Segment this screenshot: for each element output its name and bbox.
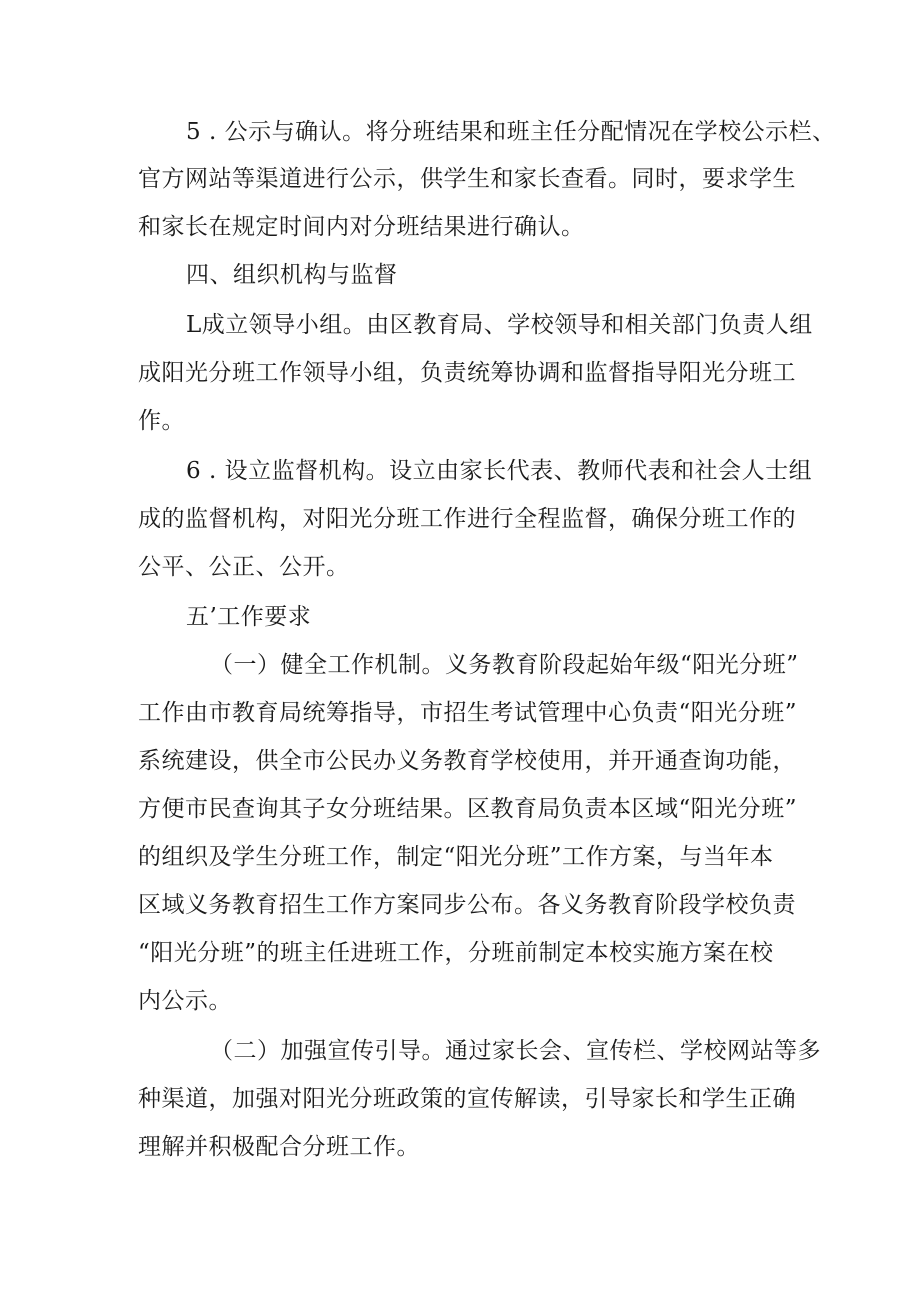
- paragraph-line: 系统建设，供全市公民办义务教育学校使用，并开通查询功能，: [138, 748, 796, 774]
- paragraph-line: 官方网站等渠道进行公示，供学生和家长查看。同时，要求学生: [138, 166, 796, 192]
- paragraph-line: 内公示。: [138, 988, 232, 1014]
- paragraph-line: L成立领导小组。由区教育局、学校领导和相关部门负责人组: [186, 312, 813, 338]
- paragraph-line: 区域义务教育招生工作方案同步公布。各义务教育阶段学校负责: [138, 892, 796, 918]
- paragraph-line: 成阳光分班工作领导小组，负责统筹协调和监督指导阳光分班工: [138, 360, 796, 386]
- paragraph-line: （二）加强宣传引导。通过家长会、宣传栏、学校网站等多: [210, 1038, 821, 1064]
- paragraph-line: 理解并积极配合分班工作。: [138, 1134, 420, 1160]
- paragraph-line: 方便市民查询其子女分班结果。区教育局负责本区域“阳光分班”: [138, 796, 798, 822]
- paragraph-line: 和家长在规定时间内对分班结果进行确认。: [138, 214, 585, 240]
- section-heading-5: 五’工作要求: [186, 604, 312, 630]
- paragraph-line: 的组织及学生分班工作，制定“阳光分班”工作方案，与当年本: [138, 844, 774, 870]
- paragraph-line: 5 . 公示与确认。将分班结果和班主任分配情况在学校公示栏、: [186, 119, 836, 145]
- paragraph-line: 工作由市教育局统筹指导，市招生考试管理中心负责“阳光分班”: [138, 700, 798, 726]
- paragraph-line: 6 . 设立监督机构。设立由家长代表、教师代表和社会人士组: [186, 458, 813, 484]
- paragraph-line: “阳光分班”的班主任进班工作，分班前制定本校实施方案在校: [138, 940, 774, 966]
- section-heading-4: 四、组织机构与监督: [186, 262, 398, 288]
- paragraph-line: 种渠道，加强对阳光分班政策的宣传解读，引导家长和学生正确: [138, 1086, 796, 1112]
- paragraph-line: （一）健全工作机制。义务教育阶段起始年级“阳光分班”: [210, 652, 799, 678]
- paragraph-line: 作。: [138, 408, 185, 434]
- paragraph-line: 公平、公正、公开。: [138, 554, 350, 580]
- paragraph-line: 成的监督机构，对阳光分班工作进行全程监督，确保分班工作的: [138, 506, 796, 532]
